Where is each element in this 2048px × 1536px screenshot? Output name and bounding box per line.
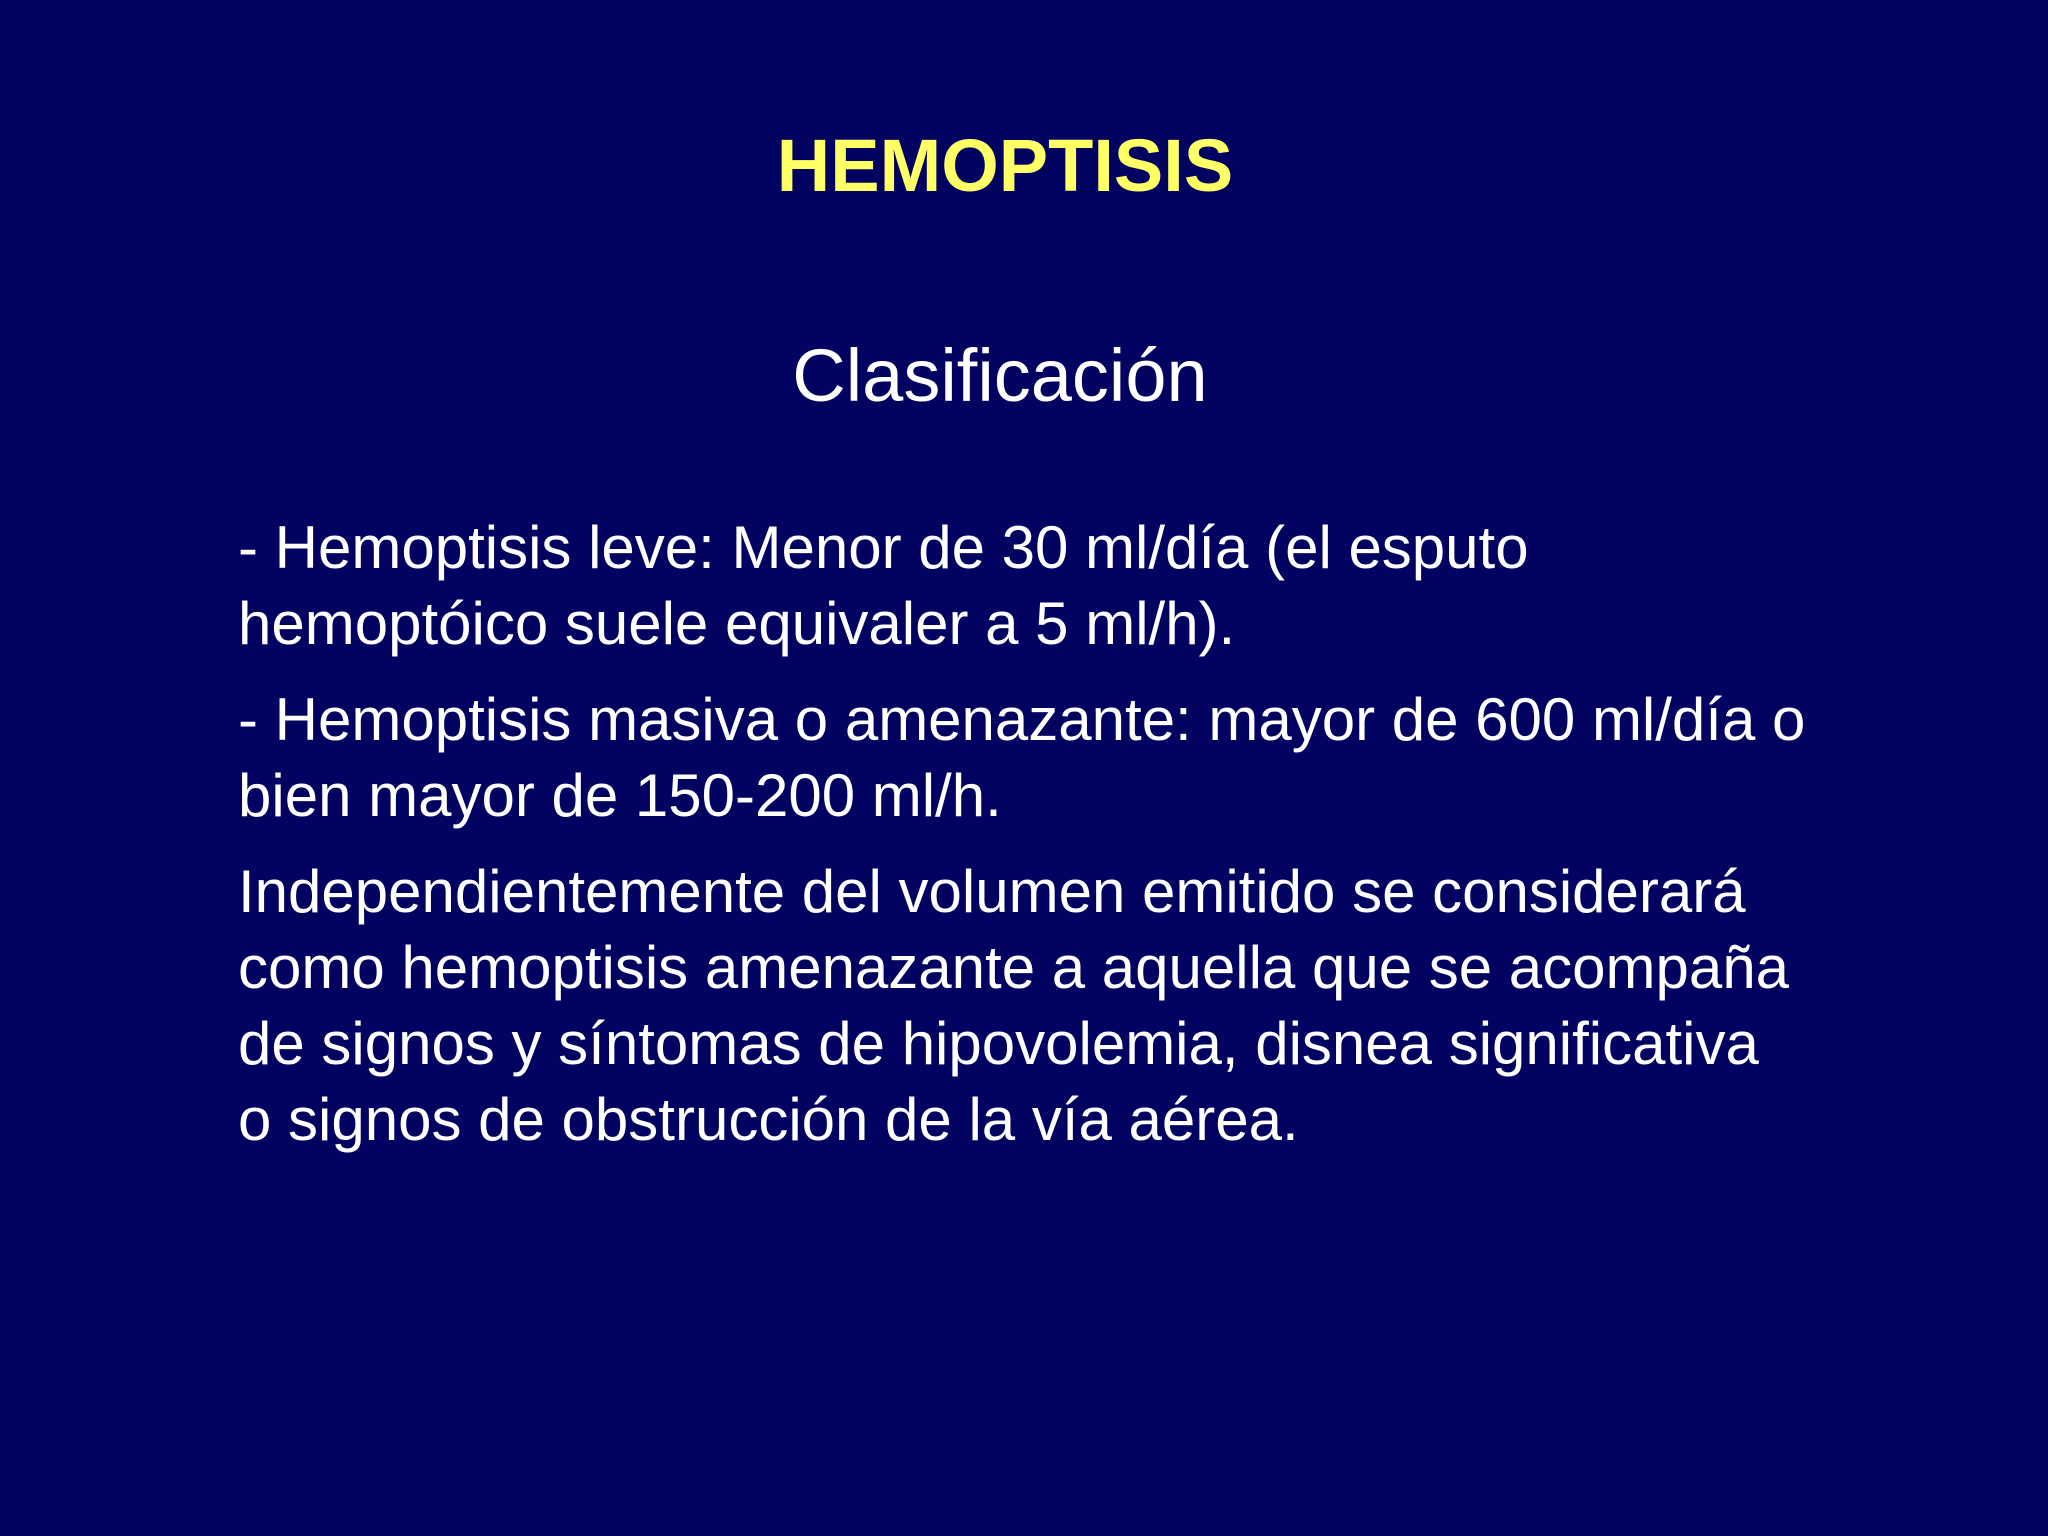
paragraph-independientemente <box>238 854 2028 1158</box>
paragraph-line: - Hemoptisis leve: Menor de 30 ml/día (el esputo <box>238 514 1529 581</box>
paragraph-line: hemoptóico suele equivaler a 5 ml/h). <box>238 590 1236 657</box>
paragraph-line: - Hemoptisis masiva o amenazante: mayor de 600 ml/día o <box>238 686 1806 753</box>
slide-title: HEMOPTISIS <box>776 124 1234 207</box>
paragraph-hemoptisis-masiva <box>238 682 2028 834</box>
paragraph-line: de signos y síntomas de hipovolemia, disnea significativa <box>238 1010 1759 1077</box>
paragraph-line: Independientemente del volumen emitido se considerará <box>238 858 1746 925</box>
paragraph-line: bien mayor de 150-200 ml/h. <box>238 762 1002 829</box>
slide-body <box>238 510 2028 1178</box>
slide-subtitle: Clasificación <box>792 334 1208 417</box>
paragraph-hemoptisis-leve <box>238 510 2028 662</box>
paragraph-line: o signos de obstrucción de la vía aérea. <box>238 1086 1299 1153</box>
paragraph-line: como hemoptisis amenazante a aquella que se acompaña <box>238 934 1789 1001</box>
